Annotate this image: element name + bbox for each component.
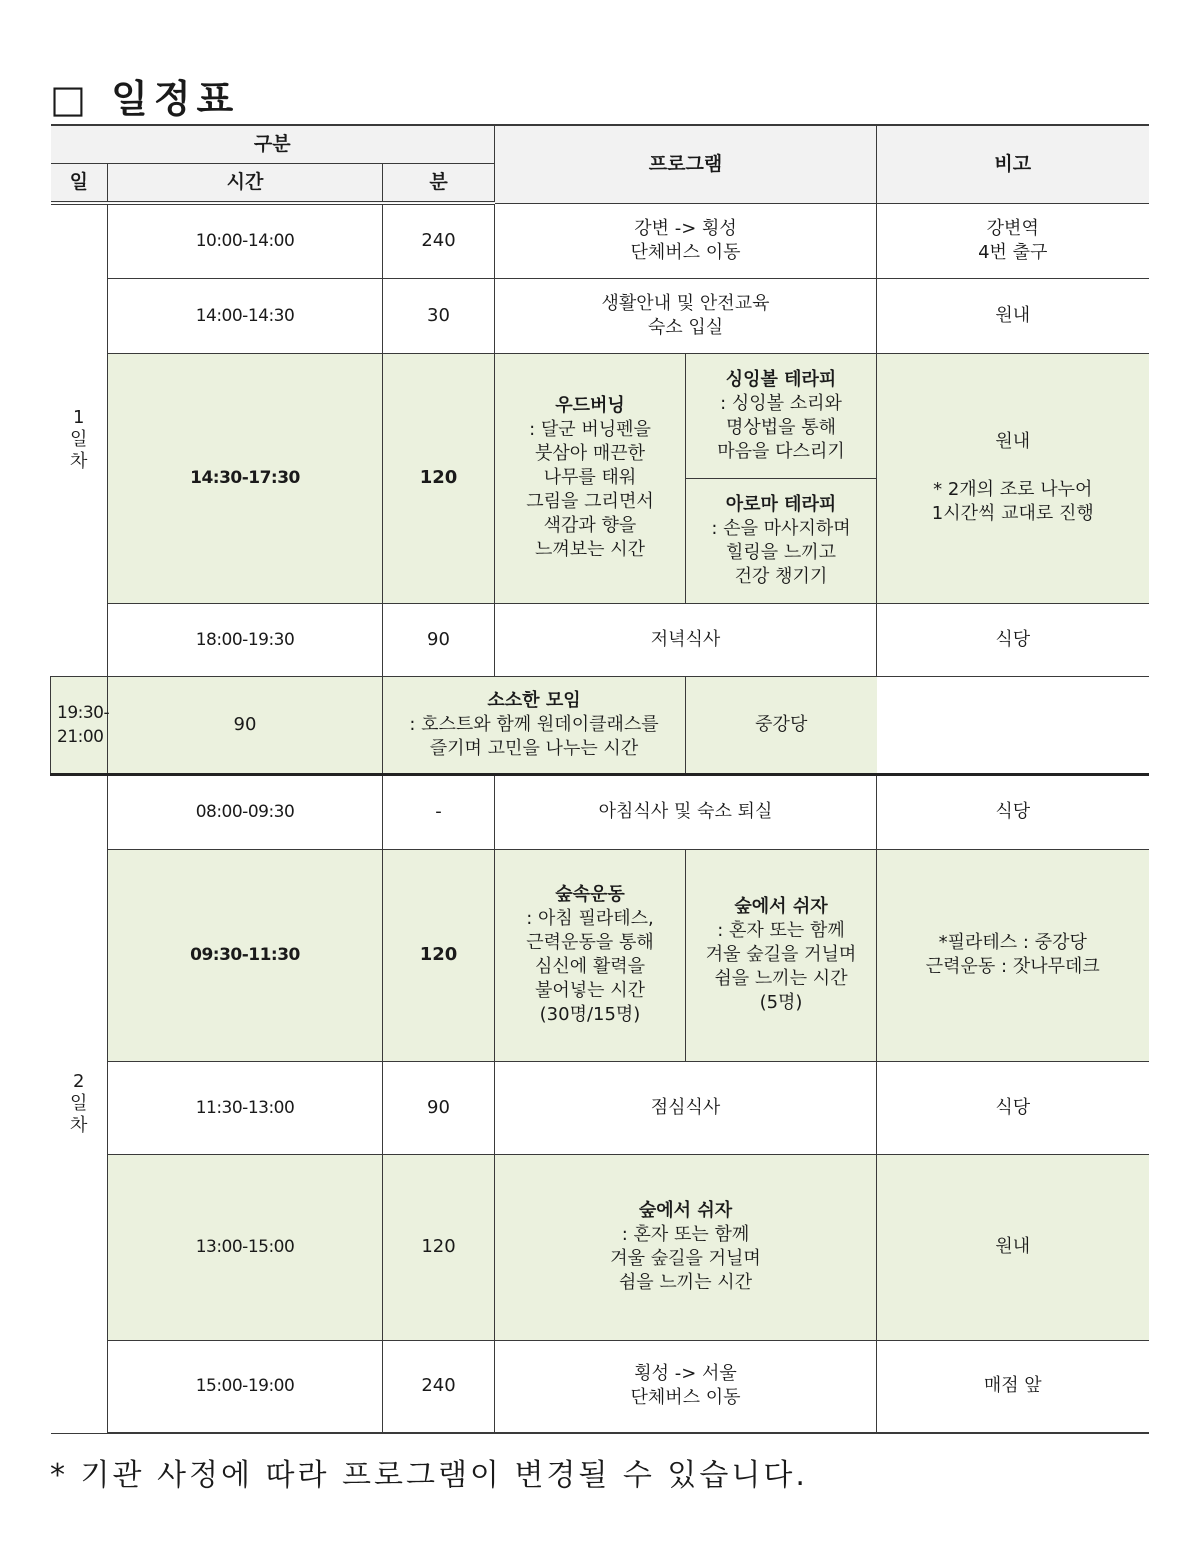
table-row: [51, 353, 1149, 478]
time-cell: 11:30-13:00: [108, 1061, 383, 1154]
program-cell: 소소한 모임 : 호스트와 함께 원데이클래스를 즐기며 고민을 나누는 시간: [383, 676, 686, 774]
time-cell: 14:30-17:30: [108, 353, 383, 603]
time-cell: 13:00-15:00: [108, 1154, 383, 1340]
time-cell: 14:00-14:30: [108, 278, 383, 353]
program-cell: 생활안내 및 안전교육 숙소 입실: [495, 278, 877, 353]
header-minutes: 분: [383, 163, 495, 203]
time-cell: 19:30-21:00: [51, 676, 108, 774]
minutes-cell: 120: [383, 849, 495, 1061]
header-day: 일: [51, 163, 108, 203]
program-cell-aroma: 아로마 테라피 : 손을 마사지하며 힐링을 느끼고 건강 챙기기: [686, 478, 877, 603]
minutes-cell: 90: [383, 1061, 495, 1154]
note-cell: 원내: [877, 1154, 1149, 1340]
note-cell: 원내 * 2개의 조로 나누어 1시간씩 교대로 진행: [877, 353, 1149, 603]
table-row: [51, 1154, 1149, 1340]
minutes-cell: 120: [383, 353, 495, 603]
header-program: 프로그램: [495, 125, 877, 203]
table-row: [51, 203, 1149, 278]
schedule-table: [50, 124, 1149, 1434]
program-cell-forest-exercise: 숲속운동 : 아침 필라테스, 근력운동을 통해 심신에 활력을 불어넣는 시간 (30명/15명): [495, 849, 686, 1061]
table-row: [51, 676, 1149, 774]
note-cell: 원내: [877, 278, 1149, 353]
time-cell: 09:30-11:30: [108, 849, 383, 1061]
table-row: [51, 603, 1149, 676]
program-cell-singingbowl: 싱잉볼 테라피 : 싱잉볼 소리와 명상법을 통해 마음을 다스리기: [686, 353, 877, 478]
page-title: □ 일정표: [50, 77, 240, 121]
note-cell: 식당: [877, 774, 1149, 849]
time-cell: 08:00-09:30: [108, 774, 383, 849]
footnote: * 기관 사정에 따라 프로그램이 변경될 수 있습니다.: [50, 1458, 808, 1493]
note-cell: 식당: [877, 1061, 1149, 1154]
time-cell: 15:00-19:00: [108, 1340, 383, 1433]
table-row: [51, 1061, 1149, 1154]
header-row-top: [51, 125, 1149, 163]
program-cell: 아침식사 및 숙소 퇴실: [495, 774, 877, 849]
table-row: [51, 278, 1149, 353]
time-cell: 18:00-19:30: [108, 603, 383, 676]
minutes-cell: -: [383, 774, 495, 849]
minutes-cell: 240: [383, 1340, 495, 1433]
minutes-cell: 120: [383, 1154, 495, 1340]
minutes-cell: 30: [383, 278, 495, 353]
note-cell: *필라테스 : 중강당 근력운동 : 잣나무데크: [877, 849, 1149, 1061]
table-row: [51, 849, 1149, 1061]
program-cell: 숲에서 쉬자 : 혼자 또는 함께 겨울 숲길을 거닐며 쉼을 느끼는 시간: [495, 1154, 877, 1340]
program-cell: 저녁식사: [495, 603, 877, 676]
minutes-cell: 240: [383, 203, 495, 278]
program-cell: 횡성 -> 서울 단체버스 이동: [495, 1340, 877, 1433]
note-cell: 식당: [877, 603, 1149, 676]
minutes-cell: 90: [108, 676, 383, 774]
table-row: [51, 774, 1149, 849]
note-cell: 강변역 4번 출구: [877, 203, 1149, 278]
header-note: 비고: [877, 125, 1149, 203]
header-time: 시간: [108, 163, 383, 203]
note-cell: 중강당: [686, 676, 877, 774]
note-cell: 매점 앞: [877, 1340, 1149, 1433]
program-cell-woodburning: 우드버닝 : 달군 버닝펜을 붓삼아 매끈한 나무를 태워 그림을 그리면서 색감과 향을 느껴보는 시간: [495, 353, 686, 603]
minutes-cell: 90: [383, 603, 495, 676]
program-cell: 강변 -> 횡성 단체버스 이동: [495, 203, 877, 278]
program-cell: 점심식사: [495, 1061, 877, 1154]
table-row: [51, 1340, 1149, 1433]
day-label-1: 1 일 차: [51, 203, 108, 676]
header-gubun: 구분: [51, 125, 495, 163]
time-cell: 10:00-14:00: [108, 203, 383, 278]
program-cell-forest-rest: 숲에서 쉬자 : 혼자 또는 함께 겨울 숲길을 거닐며 쉼을 느끼는 시간 (5명): [686, 849, 877, 1061]
day-label-2: 2 일 차: [51, 774, 108, 1433]
